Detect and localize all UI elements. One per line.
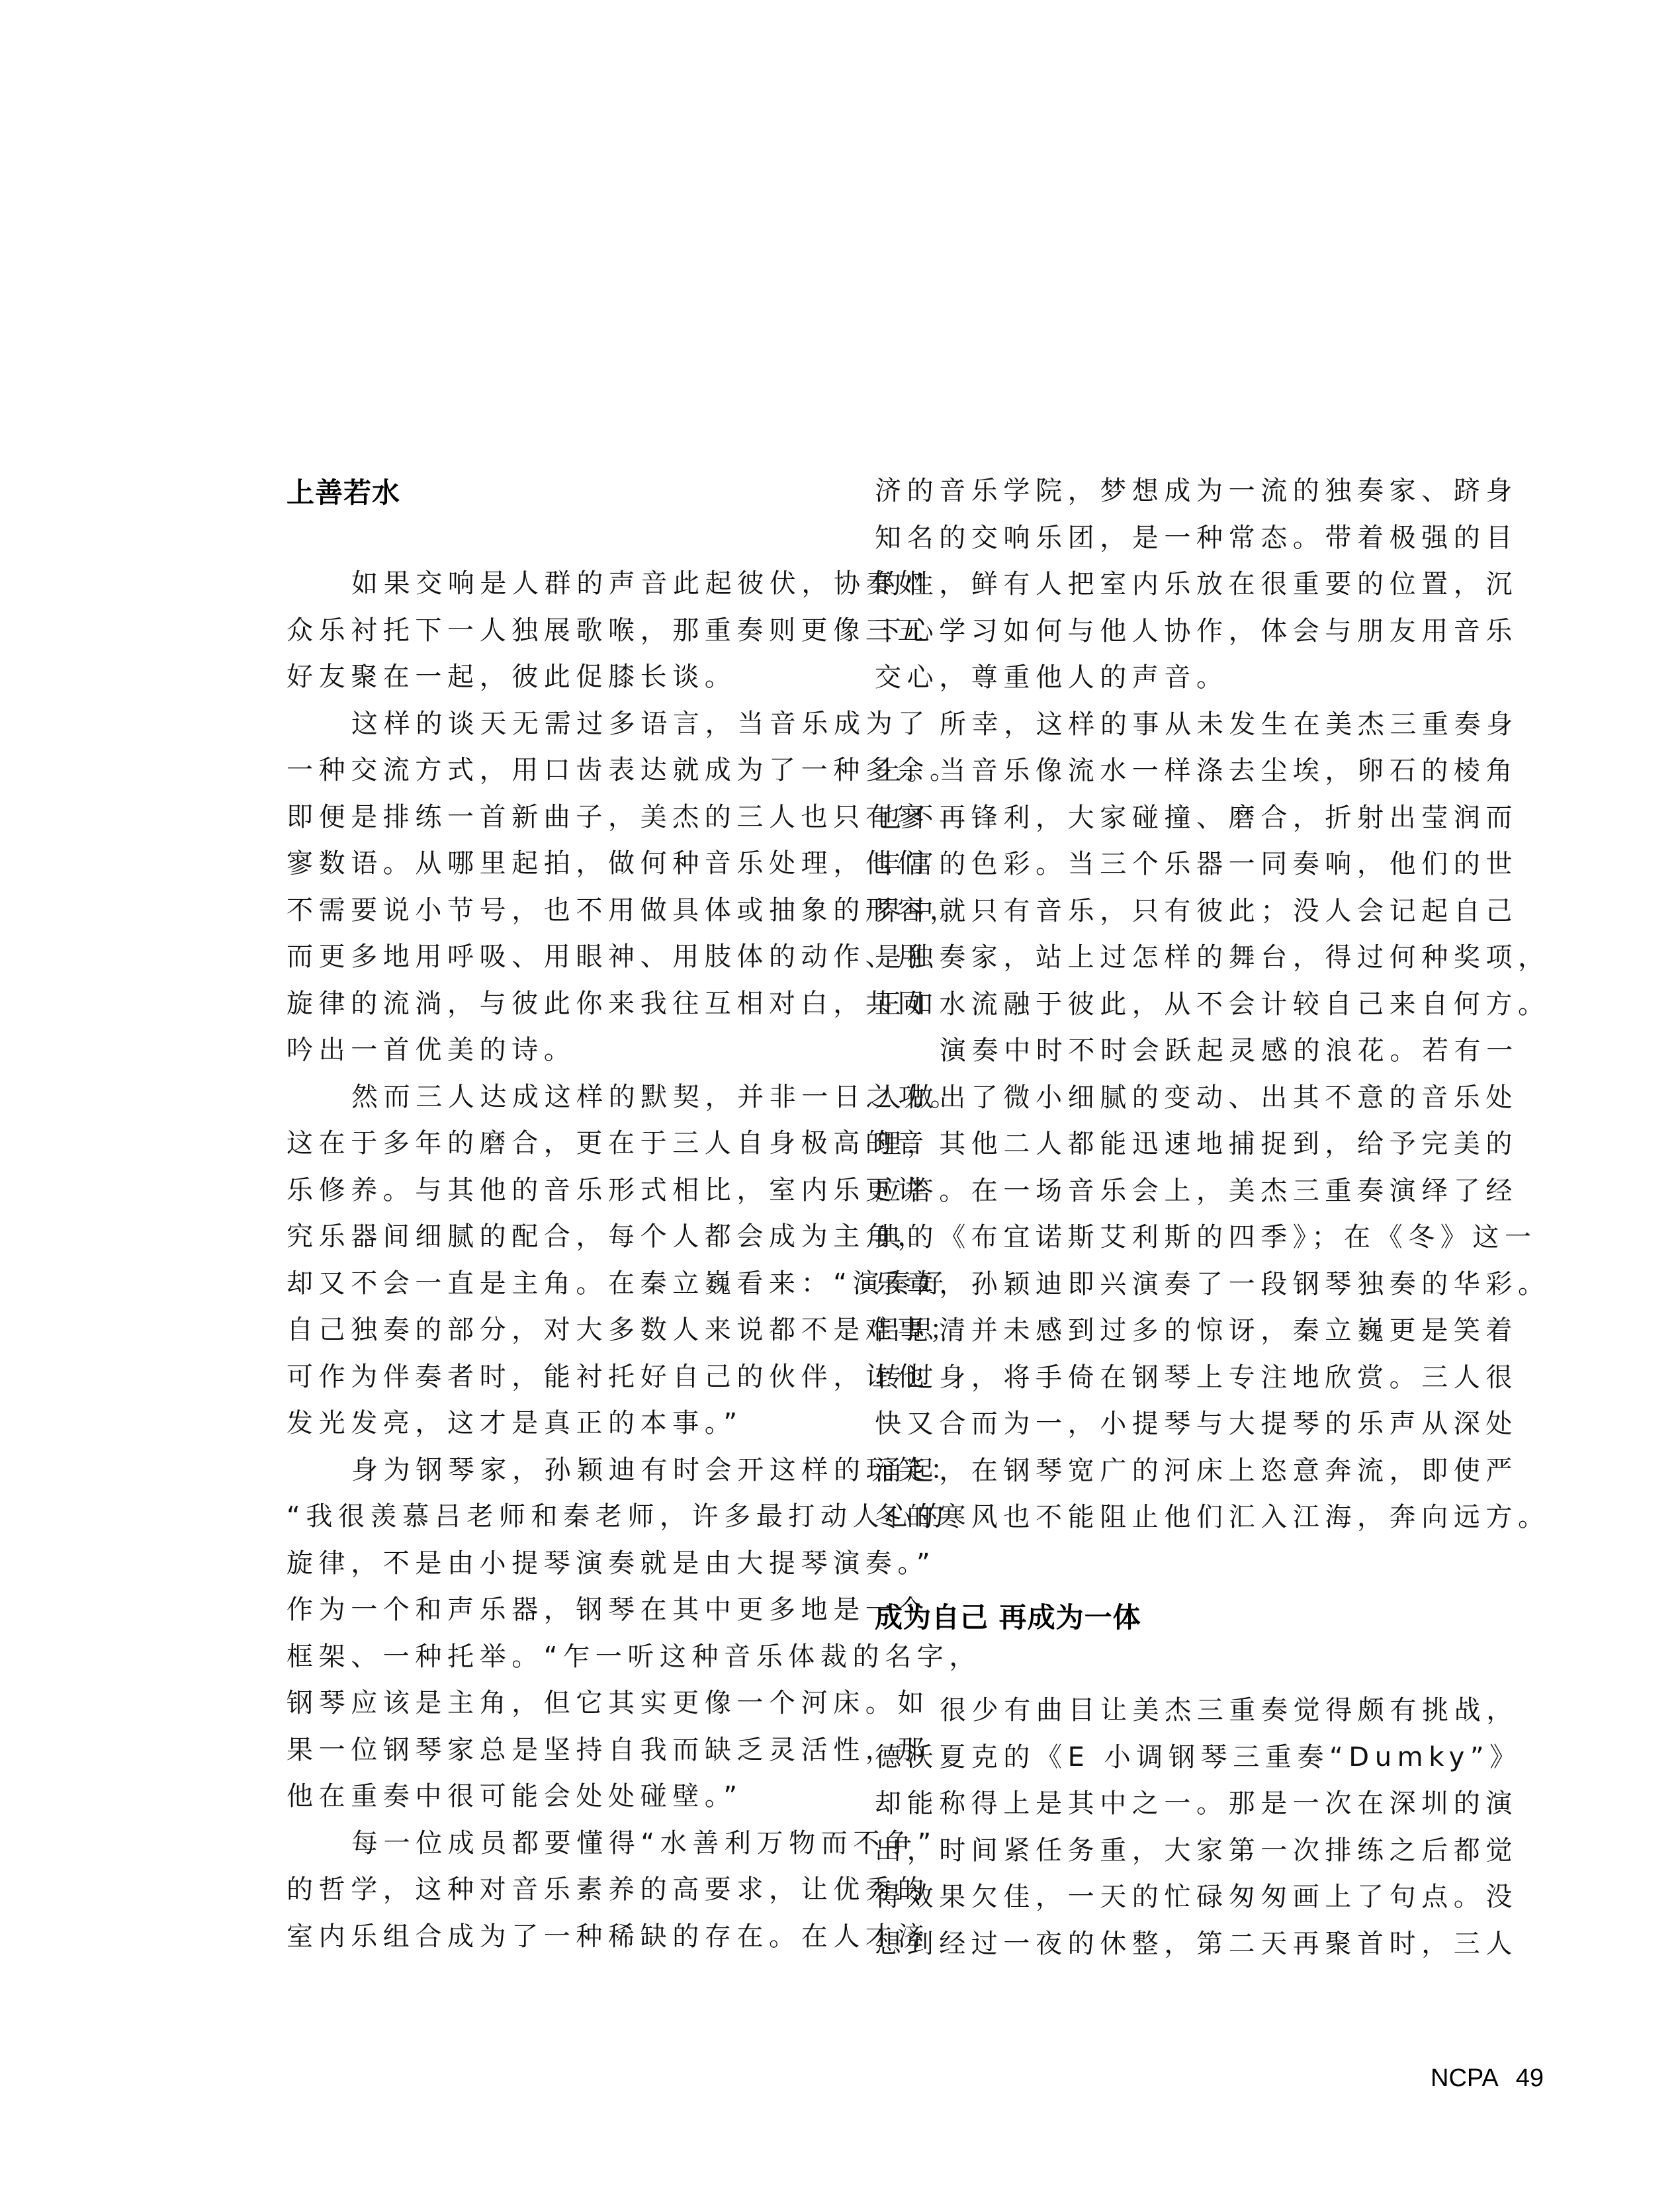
paragraph-line: 演奏中时不时会跃起灵感的浪花。若有一	[940, 1035, 1519, 1066]
paragraph-line: 得效果欠佳，一天的忙碌匆匆画上了句点。没	[875, 1882, 1518, 1912]
paragraph-line: 下心学习如何与他人协作，体会与朋友用音乐	[875, 615, 1518, 646]
paragraph-line: 究乐器间细腻的配合，每个人都会成为主角，	[287, 1221, 930, 1252]
paragraph-line: 旋律，不是由小提琴演奏就是由大提琴演奏。”	[287, 1548, 936, 1579]
publication-name: NCPA	[1431, 2064, 1499, 2092]
paragraph-line: 冬的寒风也不能阻止他们汇入江海，奔向远方。	[875, 1502, 1550, 1532]
paragraph-line: 却能称得上是其中之一。那是一次在深圳的演	[875, 1788, 1518, 1819]
paragraph-line: 济的音乐学院，梦想成为一流的独奏家、跻身	[875, 476, 1518, 506]
paragraph-line: 自己独奏的部分，对大多数人来说都不是难事；	[287, 1315, 962, 1345]
paragraph-line: 典的《布宜诺斯艾利斯的四季》；在《冬》这一	[875, 1222, 1537, 1252]
paragraph-line: 他在重奏中很可能会处处碰壁。”	[287, 1781, 743, 1812]
paragraph-line: “我很羡慕吕老师和秦老师，许多最打动人心的	[287, 1501, 950, 1532]
paragraph-line: 也不再锋利，大家碰撞、磨合，折射出莹润而	[875, 802, 1518, 833]
paragraph-line: 人做出了微小细腻的变动、出其不意的音乐处	[875, 1082, 1518, 1113]
paragraph-line: 旋律的流淌，与彼此你来我往互相对白，共同	[287, 988, 930, 1019]
paragraph-line: 吕思清并未感到过多的惊讶，秦立巍更是笑着	[875, 1315, 1518, 1346]
page-footer	[1431, 2062, 1544, 2095]
page-number: 49	[1515, 2064, 1544, 2092]
paragraph-line: 的性，鲜有人把室内乐放在很重要的位置，沉	[875, 569, 1518, 599]
section-heading: 成为自己 再成为一体	[875, 1601, 1141, 1634]
paragraph-line: 上。当音乐像流水一样涤去尘埃，卵石的棱角	[875, 756, 1518, 786]
paragraph-line: 知名的交响乐团，是一种常态。带着极强的目	[875, 522, 1518, 553]
paragraph-line: 理，其他二人都能迅速地捕捉到，给予完美的	[875, 1129, 1518, 1159]
paragraph-line: 乐章，孙颖迪即兴演奏了一段钢琴独奏的华彩。	[875, 1268, 1550, 1299]
paragraph-line: 果一位钢琴家总是坚持自我而缺乏灵活性，那	[287, 1734, 930, 1765]
paragraph-line: 交心，尊重他人的声音。	[875, 662, 1229, 693]
paragraph-line: 然而三人达成这样的默契，并非一日之功。	[351, 1081, 963, 1112]
paragraph-line: 转过身，将手倚在钢琴上专注地欣赏。三人很	[875, 1362, 1518, 1393]
paragraph-line: 快又合而为一，小提琴与大提琴的乐声从深处	[875, 1409, 1518, 1439]
paragraph-line: 想到经过一夜的休整，第二天再聚首时，三人	[875, 1928, 1518, 1959]
paragraph-line: 涌起，在钢琴宽广的河床上恣意奔流，即使严	[875, 1455, 1518, 1486]
paragraph-line: 这在于多年的磨合，更在于三人自身极高的音	[287, 1128, 930, 1159]
paragraph-line: 发光发亮，这才是真正的本事。”	[287, 1408, 743, 1438]
paragraph-line: 作为一个和声乐器，钢琴在其中更多地是一个	[287, 1595, 930, 1625]
paragraph-line: 可作为伴奏者时，能衬托好自己的伙伴，让他	[287, 1361, 930, 1392]
paragraph-line: 室内乐组合成为了一种稀缺的存在。在人才济	[287, 1921, 930, 1952]
section-heading: 上善若水	[287, 476, 401, 509]
paragraph-line: 出，时间紧任务重，大家第一次排练之后都觉	[875, 1835, 1518, 1866]
paragraph-line: 如果交响是人群的声音此起彼伏，协奏如	[351, 568, 930, 599]
paragraph-line: 乐修养。与其他的音乐形式相比，室内乐更讲	[287, 1174, 930, 1205]
paragraph-line: 而更多地用呼吸、用眼神、用肢体的动作、用	[287, 941, 930, 972]
paragraph-line: 所幸，这样的事从未发生在美杰三重奏身	[940, 709, 1519, 740]
paragraph-line: 好友聚在一起，彼此促膝长谈。	[287, 662, 737, 692]
paragraph-line: 很少有曲目让美杰三重奏觉得颇有挑战，	[940, 1695, 1519, 1726]
paragraph-line: 每一位成员都要懂得“水善利万物而不争”	[351, 1827, 937, 1859]
paragraph-line: 即便是排练一首新曲子，美杰的三人也只有寥	[287, 801, 930, 832]
paragraph-line: 身为钢琴家，孙颖迪有时会开这样的玩笑：	[351, 1454, 963, 1485]
paragraph-line: 是独奏家，站上过怎样的舞台，得过何种奖项，	[875, 942, 1550, 973]
paragraph-line: 钢琴应该是主角，但它其实更像一个河床。如	[287, 1688, 930, 1718]
paragraph-line: 界中就只有音乐，只有彼此；没人会记起自己	[875, 895, 1518, 926]
paragraph-line: 众乐衬托下一人独展歌喉，那重奏则更像三五	[287, 615, 930, 646]
paragraph-line: 框架、一种托举。“乍一听这种音乐体裁的名字，	[287, 1641, 981, 1672]
paragraph-line: 德沃夏克的《E 小调钢琴三重奏“Dumky”》	[875, 1741, 1522, 1772]
paragraph-line: 却又不会一直是主角。在秦立巍看来：“演奏好	[287, 1268, 950, 1299]
paragraph-line: 寥数语。从哪里起拍，做何种音乐处理，他们	[287, 848, 930, 879]
paragraph-line: 不需要说小节号，也不用做具体或抽象的形容，	[287, 895, 962, 926]
paragraph-line: 丰富的色彩。当三个乐器一同奏响，他们的世	[875, 849, 1518, 879]
paragraph-line: 一种交流方式，用口齿表达就成为了一种多余。	[287, 755, 962, 785]
paragraph-line: 这样的谈天无需过多语言，当音乐成为了	[351, 708, 930, 739]
paragraph-line: 的哲学，这种对音乐素养的高要求，让优秀的	[287, 1874, 930, 1905]
paragraph-line: 吟出一首优美的诗。	[287, 1035, 576, 1065]
paragraph-line: 应答。在一场音乐会上，美杰三重奏演绎了经	[875, 1175, 1518, 1206]
paragraph-line: 正如水流融于彼此，从不会计较自己来自何方。	[875, 988, 1550, 1020]
